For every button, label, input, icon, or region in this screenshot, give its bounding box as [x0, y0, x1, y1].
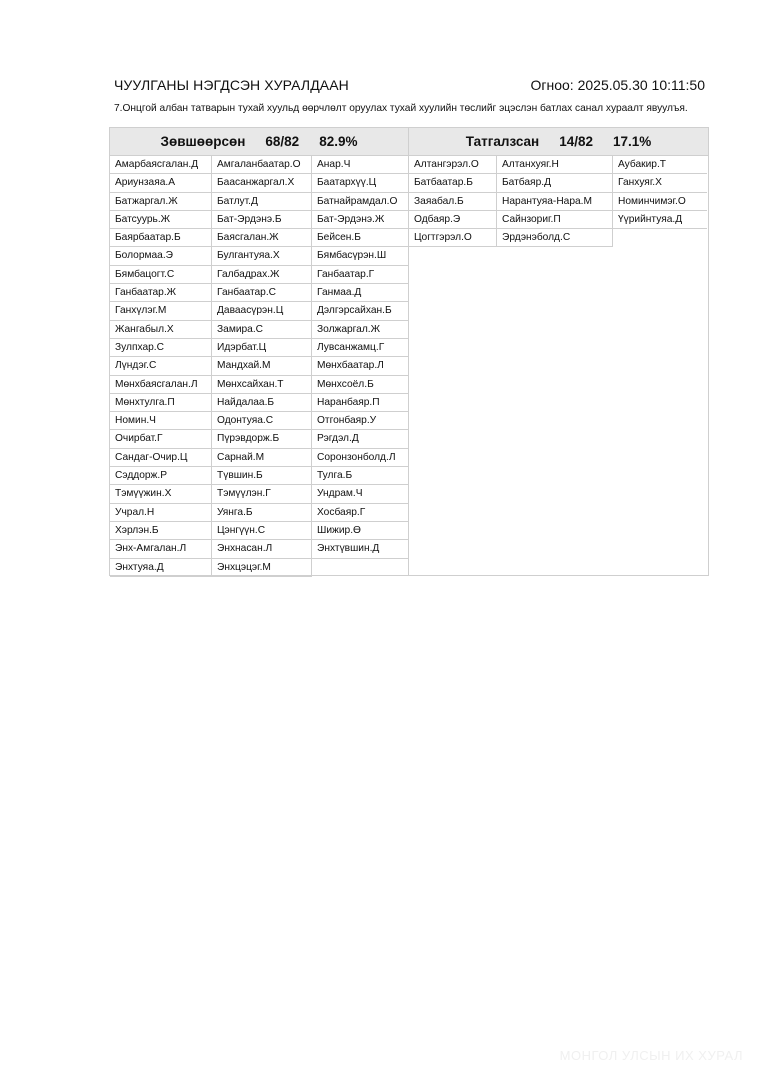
page-title: ЧУУЛГАНЫ НЭГДСЭН ХУРАЛДААН — [114, 77, 349, 93]
approve-name-cell: Батлут.Д — [212, 193, 312, 211]
approve-name-cell: Дэлгэрсайхан.Б — [312, 302, 408, 320]
reject-name-cell: Сайнзориг.П — [497, 211, 613, 229]
reject-name-cell: Аубакир.Т — [613, 156, 707, 174]
approve-name-cell: Тэмүүлэн.Г — [212, 485, 312, 503]
approve-name-cell: Одонтуяа.С — [212, 412, 312, 430]
approve-name-cell: Отгонбаяр.У — [312, 412, 408, 430]
approve-name-cell: Баасанжаргал.Х — [212, 174, 312, 192]
reject-header — [409, 128, 708, 156]
approve-name-cell: Даваасүрэн.Ц — [212, 302, 312, 320]
reject-name-cell: Алтангэрэл.О — [409, 156, 497, 174]
approve-name-cell: Ганмаа.Д — [312, 284, 408, 302]
approve-name-cell: Найдалаа.Б — [212, 394, 312, 412]
approve-name-cell: Мөнхтулга.П — [110, 394, 212, 412]
approve-name-cell: Булгантуяа.Х — [212, 247, 312, 265]
vote-date: Огноо: 2025.05.30 10:11:50 — [530, 77, 705, 93]
approve-name-cell: Энхнасан.Л — [212, 540, 312, 558]
reject-name-cell: Цогтгэрэл.О — [409, 229, 497, 247]
reject-name-cell: Ганхуяг.Х — [613, 174, 707, 192]
approve-name-cell: Идэрбат.Ц — [212, 339, 312, 357]
approve-name-cell: Галбадрах.Ж — [212, 266, 312, 284]
approve-name-cell: Жангабыл.Х — [110, 321, 212, 339]
approve-name-cell: Мөнхсоёл.Б — [312, 376, 408, 394]
approve-name-cell: Очирбат.Г — [110, 430, 212, 448]
approve-name-cell: Хосбаяр.Г — [312, 504, 408, 522]
approve-name-cell: Батсуурь.Ж — [110, 211, 212, 229]
approve-name-cell: Зулпхар.С — [110, 339, 212, 357]
approve-name-cell: Амгаланбаатар.О — [212, 156, 312, 174]
approve-name-cell: Бейсен.Б — [312, 229, 408, 247]
approve-name-cell: Болормаа.Э — [110, 247, 212, 265]
approve-name-cell: Наранбаяр.П — [312, 394, 408, 412]
approve-name-cell: Бат-Эрдэнэ.Б — [212, 211, 312, 229]
approve-name-cell: Энхтүвшин.Д — [312, 540, 408, 558]
reject-name-cell: Алтанхуяг.Н — [497, 156, 613, 174]
approve-percent: 82.9% — [319, 134, 358, 149]
approve-name-cell: Рэгдэл.Д — [312, 430, 408, 448]
approve-name-cell: Лүндэг.С — [110, 357, 212, 375]
approve-name-cell: Мөнхсайхан.Т — [212, 376, 312, 394]
approve-name-cell: Ганбаатар.Г — [312, 266, 408, 284]
approve-name-cell: Анар.Ч — [312, 156, 408, 174]
approve-name-cell: Баясгалан.Ж — [212, 229, 312, 247]
reject-name-cell: Нарантуяа-Нара.М — [497, 193, 613, 211]
approve-name-cell: Батжаргал.Ж — [110, 193, 212, 211]
watermark: МОНГОЛ УЛСЫН ИХ ХУРАЛ — [559, 1048, 743, 1063]
reject-panel — [409, 127, 709, 576]
approve-name-cell: Түвшин.Б — [212, 467, 312, 485]
approve-name-cell: Энхтуяа.Д — [110, 559, 212, 577]
approve-name-cell: Пүрэвдорж.Б — [212, 430, 312, 448]
approve-name-cell: Учрал.Н — [110, 504, 212, 522]
reject-name-cell: Одбаяр.Э — [409, 211, 497, 229]
reject-name-cell: Батбаатар.Б — [409, 174, 497, 192]
approve-name-cell: Шижир.Ө — [312, 522, 408, 540]
approve-name-cell: Сэддорж.Р — [110, 467, 212, 485]
reject-name-cell: Батбаяр.Д — [497, 174, 613, 192]
approve-name-cell: Соронзонболд.Л — [312, 449, 408, 467]
reject-count: 14/82 — [559, 134, 593, 149]
approve-count: 68/82 — [265, 134, 300, 149]
reject-name-cell: Үүрийнтуяа.Д — [613, 211, 707, 229]
approve-name-cell: Бат-Эрдэнэ.Ж — [312, 211, 408, 229]
approve-name-cell: Хэрлэн.Б — [110, 522, 212, 540]
approve-name-cell: Амарбаясгалан.Д — [110, 156, 212, 174]
approve-name-cell: Тулга.Б — [312, 467, 408, 485]
approve-names-grid — [110, 156, 408, 577]
approve-name-cell: Золжаргал.Ж — [312, 321, 408, 339]
approve-name-cell: Сандаг-Очир.Ц — [110, 449, 212, 467]
reject-names-grid — [409, 156, 708, 247]
reject-name-cell: Заяабал.Б — [409, 193, 497, 211]
reject-name-cell: Номинчимэг.О — [613, 193, 707, 211]
approve-name-cell: Тэмүүжин.Х — [110, 485, 212, 503]
approve-name-cell: Батнайрамдал.О — [312, 193, 408, 211]
approve-header — [110, 128, 408, 156]
approve-name-cell: Бямбацогт.С — [110, 266, 212, 284]
approve-name-cell: Мандхай.М — [212, 357, 312, 375]
approve-name-cell: Ганхүлэг.М — [110, 302, 212, 320]
approve-name-cell: Замира.С — [212, 321, 312, 339]
approve-name-cell: Ганбаатар.С — [212, 284, 312, 302]
approve-name-cell: Баатархүү.Ц — [312, 174, 408, 192]
approve-name-cell: Лувсанжамц.Г — [312, 339, 408, 357]
reject-label: Татгалзсан — [465, 134, 540, 149]
approve-panel — [109, 127, 409, 576]
approve-name-cell: Номин.Ч — [110, 412, 212, 430]
reject-percent: 17.1% — [612, 134, 652, 149]
approve-name-cell: Бямбасүрэн.Ш — [312, 247, 408, 265]
approve-name-cell: Ариунзаяа.А — [110, 174, 212, 192]
approve-name-cell: Баярбаатар.Б — [110, 229, 212, 247]
approve-label: Зөвшөөрсөн — [160, 134, 246, 149]
approve-name-cell: Энх-Амгалан.Л — [110, 540, 212, 558]
approve-name-cell: Сарнай.М — [212, 449, 312, 467]
reject-name-cell: Эрдэнэболд.С — [497, 229, 613, 247]
approve-name-cell: Цэнгүүн.С — [212, 522, 312, 540]
approve-name-cell: Мөнхбаатар.Л — [312, 357, 408, 375]
approve-name-cell: Ганбаатар.Ж — [110, 284, 212, 302]
motion-text: 7.Онцгой албан татварын тухай хуульд өөрчлөлт оруулах тухай хуулийн төслийг эцэслэн батлах санал хураалт явуулъя. — [114, 103, 688, 114]
approve-name-cell: Энхцэцэг.М — [212, 559, 312, 577]
approve-name-cell: Мөнхбаясгалан.Л — [110, 376, 212, 394]
approve-name-cell: Ундрам.Ч — [312, 485, 408, 503]
approve-name-cell: Уянга.Б — [212, 504, 312, 522]
